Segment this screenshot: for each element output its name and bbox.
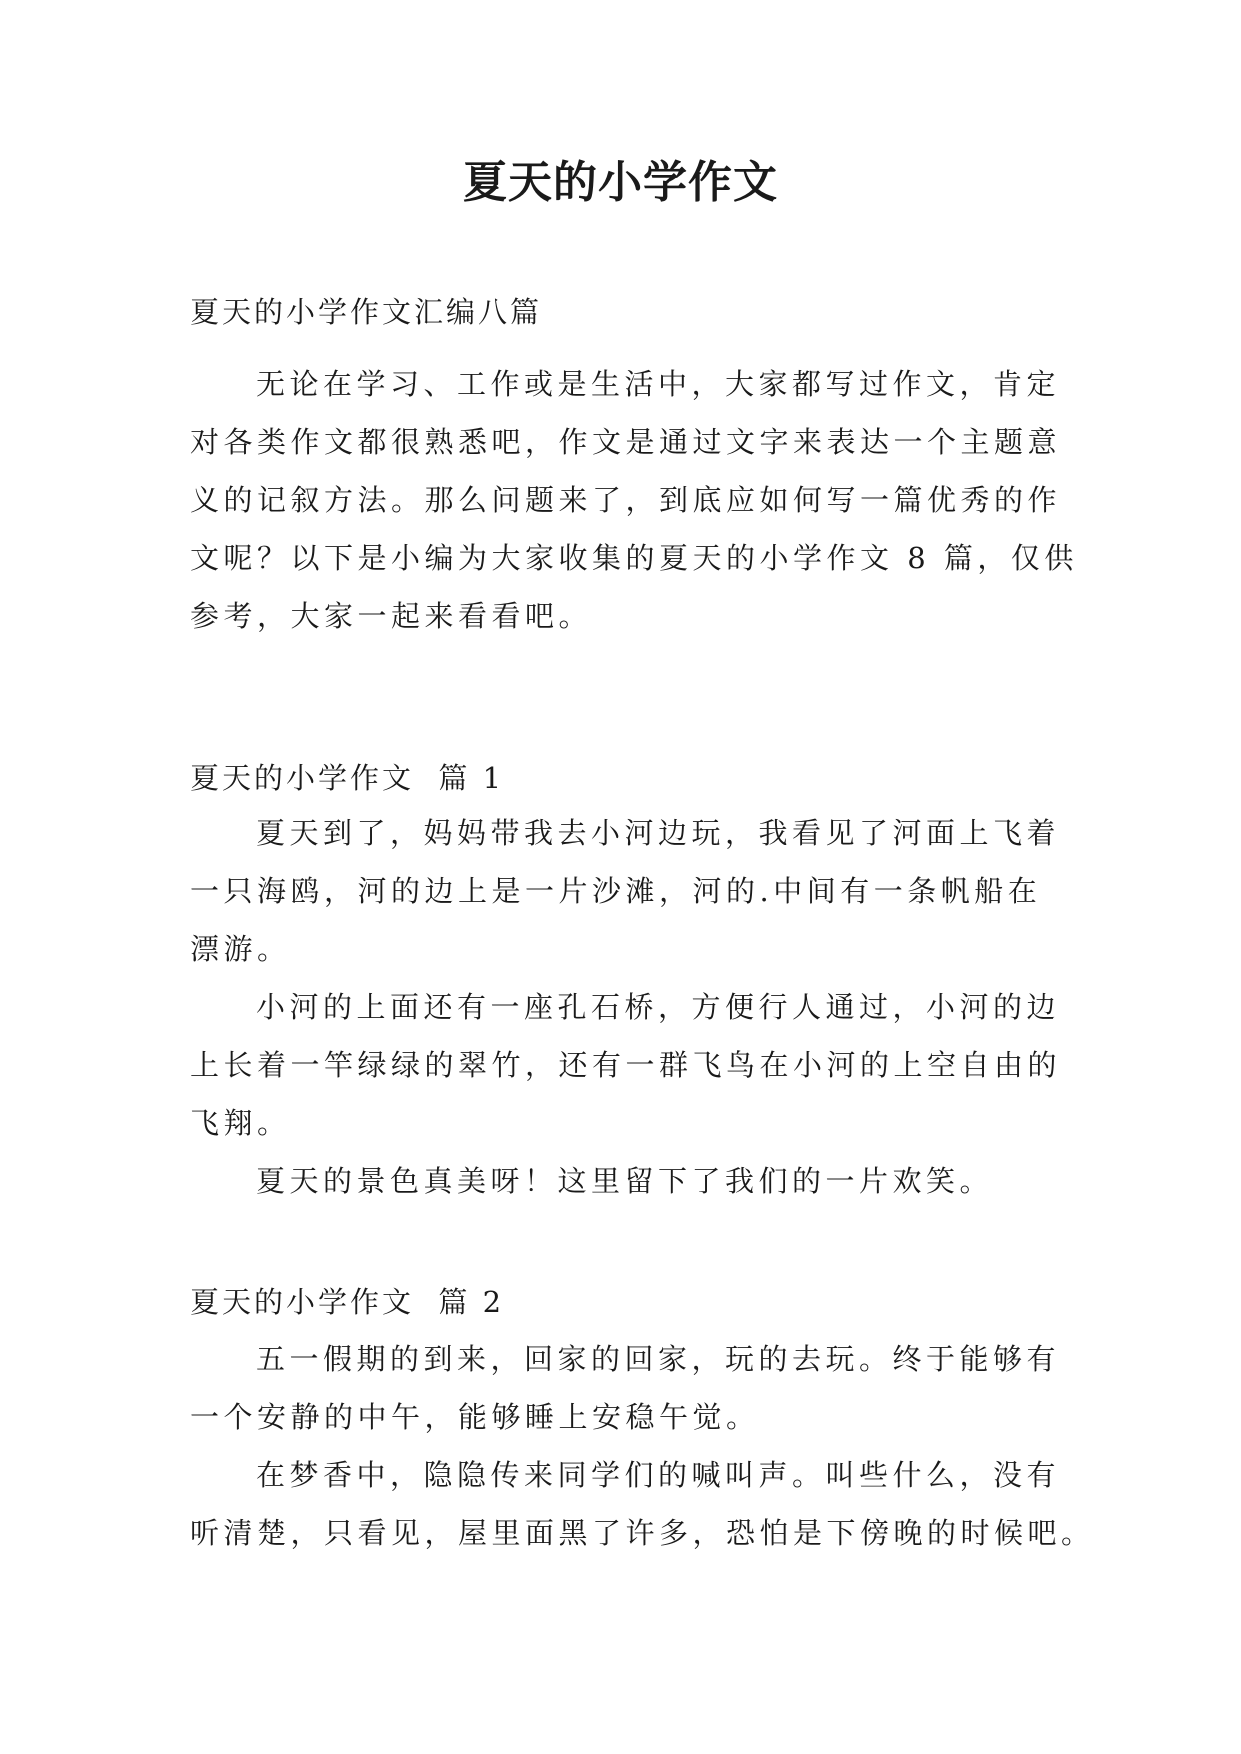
paragraph-line: 参考，大家一起来看看吧。: [190, 599, 593, 633]
paragraph-line: 上长着一竿绿绿的翠竹，还有一群飞鸟在小河的上空自由的: [190, 1048, 1062, 1082]
document-subtitle: 夏天的小学作文汇编八篇: [190, 295, 543, 329]
section-2-paragraph-2: [190, 1446, 1095, 1562]
paragraph-line: 听清楚，只看见，屋里面黑了许多，恐怕是下傍晚的时候吧。: [190, 1516, 1095, 1550]
paragraph-line: 小河的上面还有一座孔石桥，方便行人通过，小河的边: [256, 990, 1061, 1024]
paragraph-line: 一只海鸥，河的边上是一片沙滩，河的.中间有一条帆船在: [190, 874, 1042, 908]
paragraph-line: 无论在学习、工作或是生活中，大家都写过作文，肯定: [256, 367, 1061, 401]
paragraph-line: 夏天到了，妈妈带我去小河边玩，我看见了河面上飞着: [256, 816, 1061, 850]
paragraph-line: 对各类作文都很熟悉吧，作文是通过文字来表达一个主题意: [190, 425, 1062, 459]
section-1-paragraph-2: [190, 978, 1060, 1152]
section-1-paragraph-3: [190, 1152, 1060, 1210]
paragraph-line: 在梦香中，隐隐传来同学们的喊叫声。叫些什么，没有: [256, 1458, 1061, 1492]
paragraph-line: 夏天的景色真美呀！这里留下了我们的一片欢笑。: [256, 1164, 994, 1198]
section-2-paragraph-1: [190, 1330, 1060, 1446]
section-1-paragraph-1: [190, 804, 1060, 978]
paragraph-line: 一个安静的中午，能够睡上安稳午觉。: [190, 1400, 760, 1434]
intro-paragraph: [190, 355, 1078, 645]
section-heading-2: 夏天的小学作文 篇 2: [190, 1285, 505, 1319]
document-title: 夏天的小学作文: [463, 157, 778, 208]
paragraph-line: 义的记叙方法。那么问题来了，到底应如何写一篇优秀的作: [190, 483, 1062, 517]
paragraph-line: 漂游。: [190, 932, 291, 966]
paragraph-line: 五一假期的到来，回家的回家，玩的去玩。终于能够有: [256, 1342, 1061, 1376]
paragraph-line: 文呢？以下是小编为大家收集的夏天的小学作文 8 篇，仅供: [190, 541, 1078, 575]
paragraph-line: 飞翔。: [190, 1106, 291, 1140]
section-heading-1: 夏天的小学作文 篇 1: [190, 761, 505, 795]
